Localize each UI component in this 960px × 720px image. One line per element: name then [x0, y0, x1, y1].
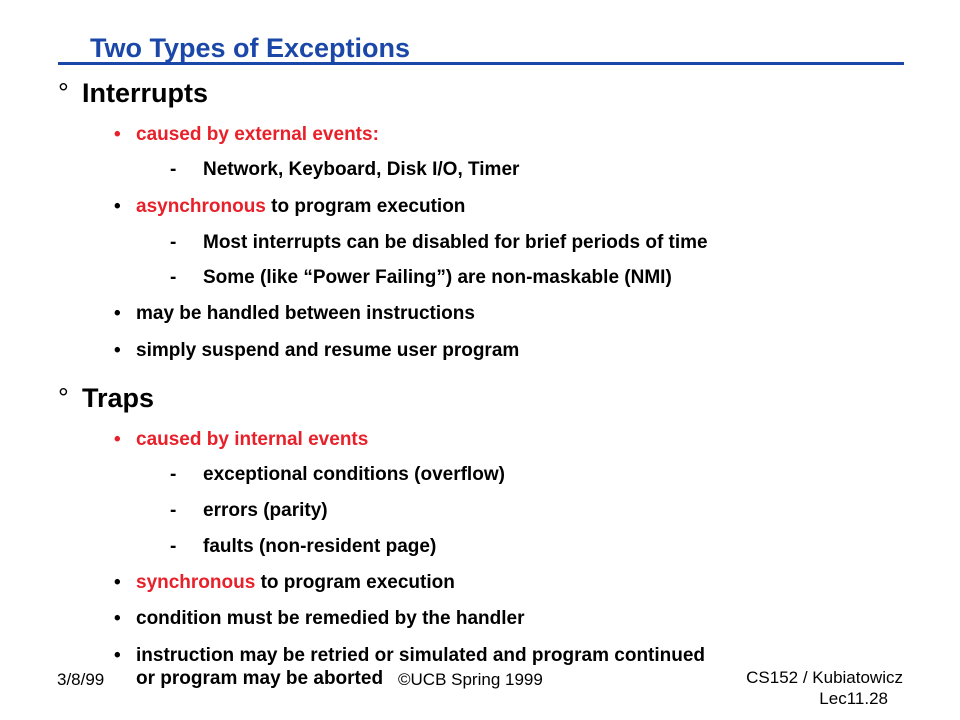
section-bullet-icon: ° [58, 383, 69, 413]
traps-heading-text: Traps [82, 383, 155, 413]
interrupts-item-2-sub-2: - Some (like “Power Failing”) are non-maskable (NMI) [170, 267, 672, 288]
traps-item-1-sub-1: - exceptional conditions (overflow) [170, 464, 505, 485]
footer-copyright: ©UCB Spring 1999 [398, 670, 543, 689]
dash-icon: - [170, 536, 177, 557]
title-underline [58, 62, 904, 65]
bullet-icon: • [114, 303, 121, 324]
interrupts-heading [58, 78, 208, 109]
footer-lecture: Lec11.28 [819, 689, 888, 708]
dash-icon: - [170, 267, 177, 288]
dash-icon: - [170, 159, 177, 180]
traps-item-1: • caused by internal events [114, 429, 369, 450]
bullet-icon: • [114, 429, 121, 450]
traps-item-4: • instruction may be retried or simulated and program continued [114, 645, 706, 666]
bullet-icon: • [114, 608, 121, 629]
footer-course: CS152 / Kubiatowicz [746, 668, 903, 687]
dash-icon: - [170, 500, 177, 521]
interrupts-item-1: • caused by external events: [114, 124, 379, 145]
traps-item-2: • synchronous to program execution [114, 572, 455, 593]
interrupts-item-1-sub-1: - Network, Keyboard, Disk I/O, Timer [170, 159, 520, 180]
interrupts-item-2: • asynchronous to program execution [114, 196, 466, 217]
slide-title: Two Types of Exceptions [90, 33, 411, 63]
section-bullet-icon: ° [58, 78, 69, 108]
bullet-icon: • [114, 340, 121, 361]
traps-item-1-sub-3: - faults (non-resident page) [170, 536, 437, 557]
interrupts-item-2-sub-1: - Most interrupts can be disabled for brief periods of time [170, 232, 708, 253]
bullet-icon: • [114, 196, 121, 217]
footer-date: 3/8/99 [57, 670, 105, 689]
traps-item-1-sub-2: - errors (parity) [170, 500, 328, 521]
bullet-icon: • [114, 645, 121, 666]
interrupts-item-3: • may be handled between instructions [114, 303, 475, 324]
traps-heading [58, 383, 154, 414]
traps-item-4-line-2: or program may be aborted [136, 668, 384, 689]
interrupts-item-4: • simply suspend and resume user program [114, 340, 520, 361]
dash-icon: - [170, 232, 177, 253]
bullet-icon: • [114, 572, 121, 593]
interrupts-heading-text: Interrupts [82, 78, 209, 108]
bullet-icon: • [114, 124, 121, 145]
traps-item-3: • condition must be remedied by the handler [114, 608, 525, 629]
dash-icon: - [170, 464, 177, 485]
